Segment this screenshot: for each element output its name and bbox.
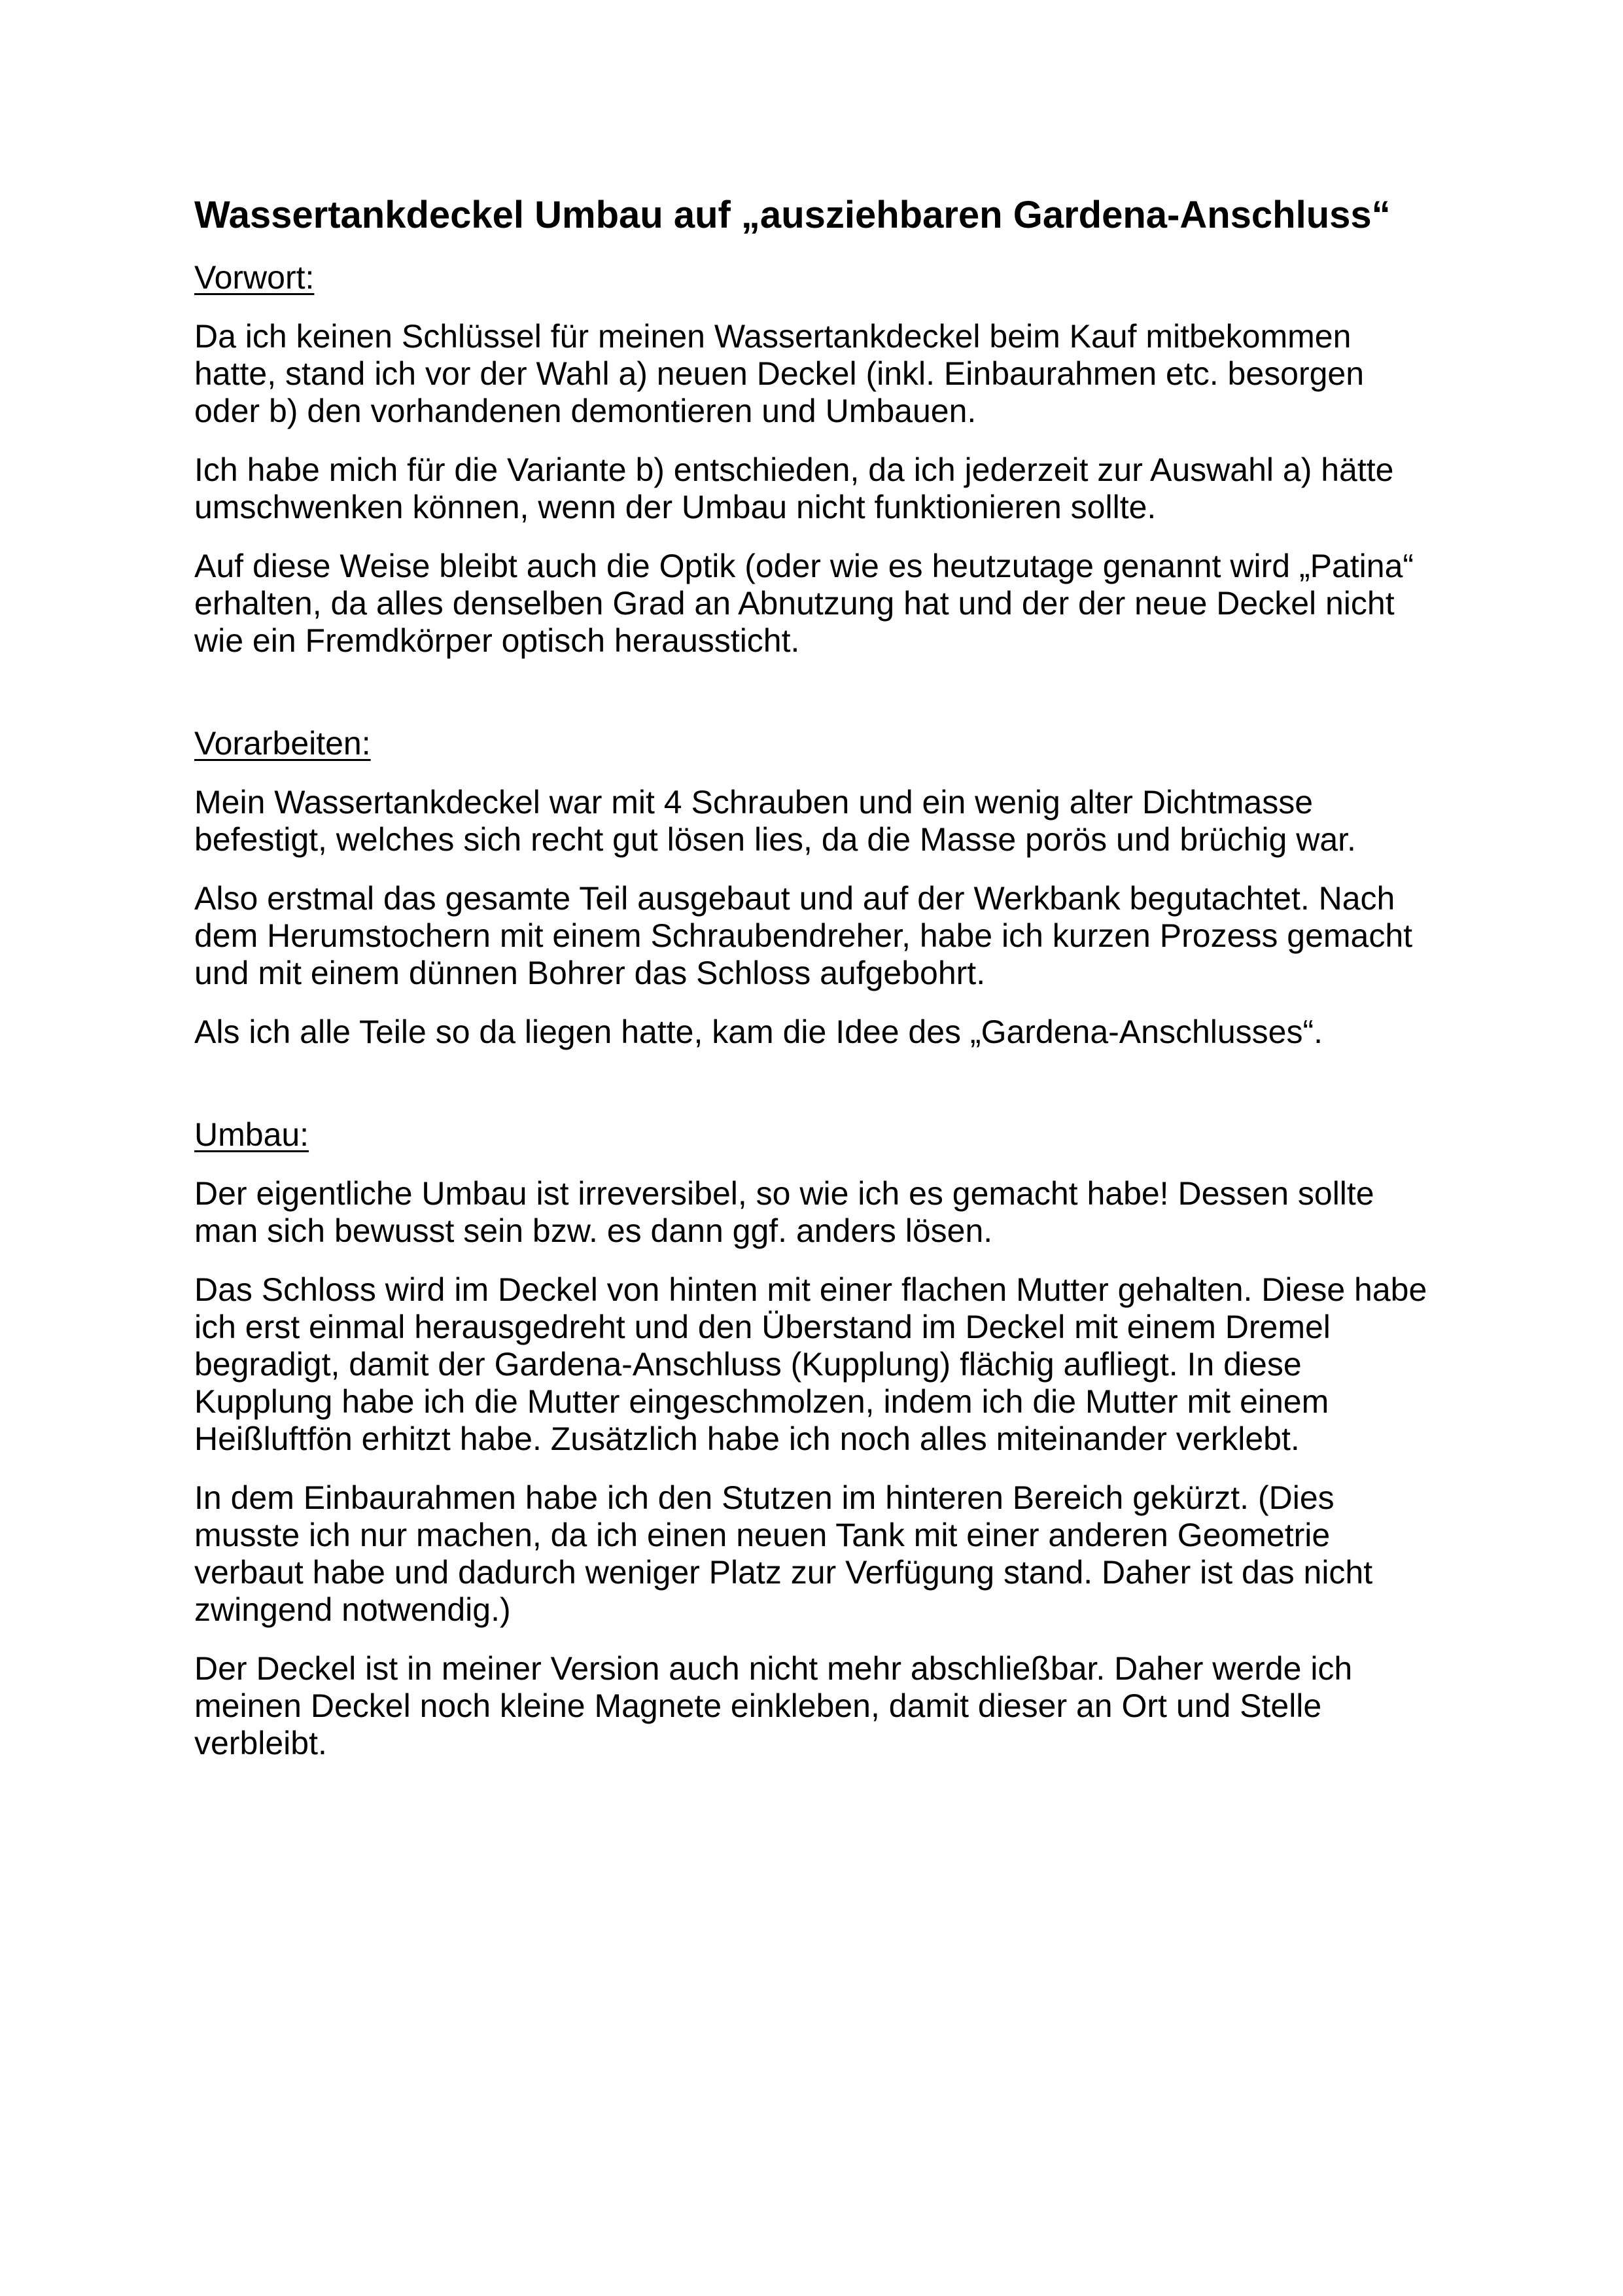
paragraph: Der Deckel ist in meiner Version auch nicht mehr abschließbar. Daher werde ich meinen Deckel noch kleine Magnete einkleben, damit dieser an Ort und Stelle verbleibt. [194, 1650, 1353, 1761]
section-heading-vorarbeiten: Vorarbeiten: [194, 725, 371, 762]
section-vorwort [194, 259, 1430, 660]
section-vorarbeiten [194, 725, 1430, 1051]
paragraph: Mein Wassertankdeckel war mit 4 Schrauben und ein wenig alter Dichtmasse befestigt, welches sich recht gut lösen lies, da die Masse porös und brüchig war. [194, 784, 1356, 858]
section-umbau [194, 1116, 1430, 1762]
document-title: Wassertankdeckel Umbau auf „ausziehbaren Gardena-Anschluss“ [194, 194, 1391, 236]
paragraph: Das Schloss wird im Deckel von hinten mit einer flachen Mutter gehalten. Diese habe ich erst einmal herausgedreht und den Überstand im Deckel mit einem Dremel begradigt, damit der Gardena-Anschluss (Kupplung) flächig aufliegt. In diese Kupplung habe ich die Mutter eingeschmolzen, indem ich die Mutter mit einem Heißluftfön erhitzt habe. Zusätzlich habe ich noch alles miteinander verklebt. [194, 1271, 1427, 1457]
paragraph: Als ich alle Teile so da liegen hatte, kam die Idee des „Gardena-Anschlusses“. [194, 1014, 1323, 1050]
paragraph: Also erstmal das gesamte Teil ausgebaut und auf der Werkbank begutachtet. Nach dem Herumstochern mit einem Schraubendreher, habe ich kurzen Prozess gemacht und mit einem dünnen Bohrer das Schloss aufgebohrt. [194, 880, 1413, 991]
paragraph: Ich habe mich für die Variante b) entschieden, da ich jederzeit zur Auswahl a) hätte umschwenken können, wenn der Umbau nicht funktionieren sollte. [194, 451, 1394, 525]
paragraph: In dem Einbaurahmen habe ich den Stutzen im hinteren Bereich gekürzt. (Dies musste ich nur machen, da ich einen neuen Tank mit einer anderen Geometrie verbaut habe und dadurch weniger Platz zur Verfügung stand. Daher ist das nicht zwingend notwendig.) [194, 1479, 1373, 1628]
section-heading-vorwort: Vorwort: [194, 259, 315, 296]
paragraph: Da ich keinen Schlüssel für meinen Wassertankdeckel beim Kauf mitbekommen hatte, stand ich vor der Wahl a) neuen Deckel (inkl. Einbaurahmen etc. besorgen oder b) den vorhandenen demontieren und Umbauen. [194, 318, 1365, 429]
paragraph: Der eigentliche Umbau ist irreversibel, so wie ich es gemacht habe! Dessen sollte man sich bewusst sein bzw. es dann ggf. anders lösen. [194, 1175, 1374, 1249]
section-heading-umbau: Umbau: [194, 1116, 309, 1153]
paragraph: Auf diese Weise bleibt auch die Optik (oder wie es heutzutage genannt wird „Patina“ erhalten, da alles denselben Grad an Abnutzung hat und der der neue Deckel nicht wie ein Fremdkörper optisch heraussticht. [194, 548, 1414, 659]
